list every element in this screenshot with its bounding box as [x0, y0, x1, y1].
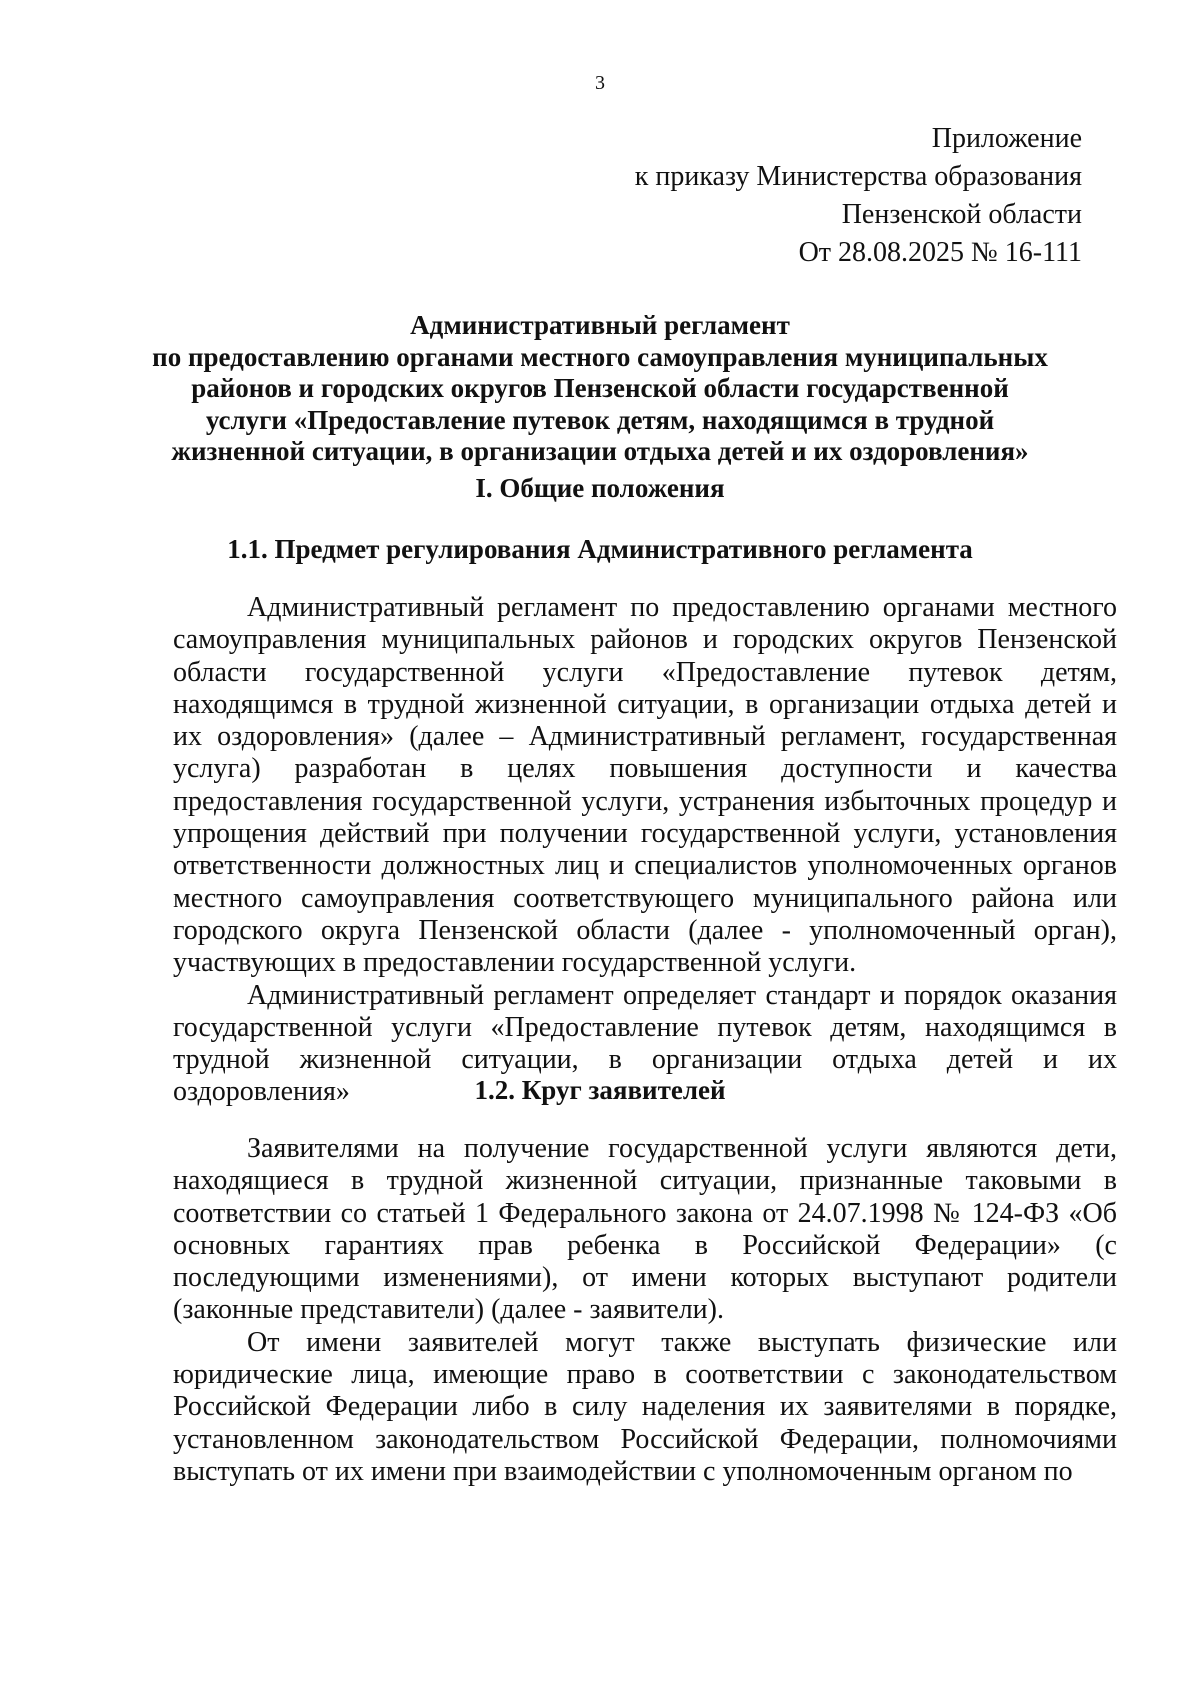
paragraph: Административный регламент определяет стандарт и порядок оказания государственной услуги «Предоставление путевок детям, находящимся в трудной жизненной ситуации, в организации отдыха детей и их оздоровления»: [173, 979, 1117, 1108]
subsection-body: [173, 1133, 1117, 1488]
title-line: районов и городских округов Пензенской области государственной: [191, 373, 1009, 403]
paragraph: Заявителями на получение государственной услуги являются дети, находящиеся в трудной жизненной ситуации, признанные таковыми в соответствии со статьей 1 Федерального закона от 24.07.1998 № 124-ФЗ «Об основных гарантиях прав ребенка в Российской Федерации» (с последующими изменениями), от имени которых выступают родители (законные представители) (далее - заявители).: [173, 1133, 1117, 1326]
appendix-line: к приказу Министерства образования: [634, 161, 1082, 192]
title-line: Административный регламент: [410, 310, 790, 340]
title-line: жизненной ситуации, в организации отдыха детей и их оздоровления»: [171, 436, 1029, 466]
title-line: по предоставлению органами местного самоуправления муниципальных: [152, 341, 1048, 372]
document-title: [150, 310, 1050, 468]
paragraph: От имени заявителей могут также выступать физические или юридические лица, имеющие право в соответствии с законодательством Российской Федерации либо в силу наделения их заявителями в порядке, установленном законодательством Российской Федерации, полномочиями выступать от их имени при взаимодействии с уполномоченным органом по: [173, 1326, 1117, 1487]
subsection-body: [173, 592, 1117, 1109]
section-heading: I. Общие положения: [475, 473, 725, 503]
appendix-line: Приложение: [931, 123, 1082, 154]
appendix-line: От 28.08.2025 № 16-111: [798, 237, 1082, 268]
page-number: 3: [595, 72, 605, 94]
subsection-heading: 1.2. Круг заявителей: [474, 1075, 726, 1105]
appendix-line: Пензенской области: [841, 199, 1082, 230]
subsection-heading: 1.1. Предмет регулирования Административного регламента: [227, 534, 973, 564]
title-line: услуги «Предоставление путевок детям, находящимся в трудной: [205, 404, 995, 435]
paragraph: Административный регламент по предоставлению органами местного самоуправления муниципальных районов и городских округов Пензенской области государственной услуги «Предоставление путевок детям, находящимся в трудной жизненной ситуации, в организации отдыха детей и их оздоровления» (далее – Административный регламент, государственная услуга) разработан в целях повышения доступности и качества предоставления государственной услуги, устранения избыточных процедур и упрощения действий при получении государственной услуги, установления ответственности должностных лиц и специалистов уполномоченных органов местного самоуправления соответствующего муниципального района или городского округа Пензенской области (далее - уполномоченный орган), участвующих в предоставлении государственной услуги.: [173, 592, 1117, 979]
appendix-block: [635, 120, 1082, 272]
